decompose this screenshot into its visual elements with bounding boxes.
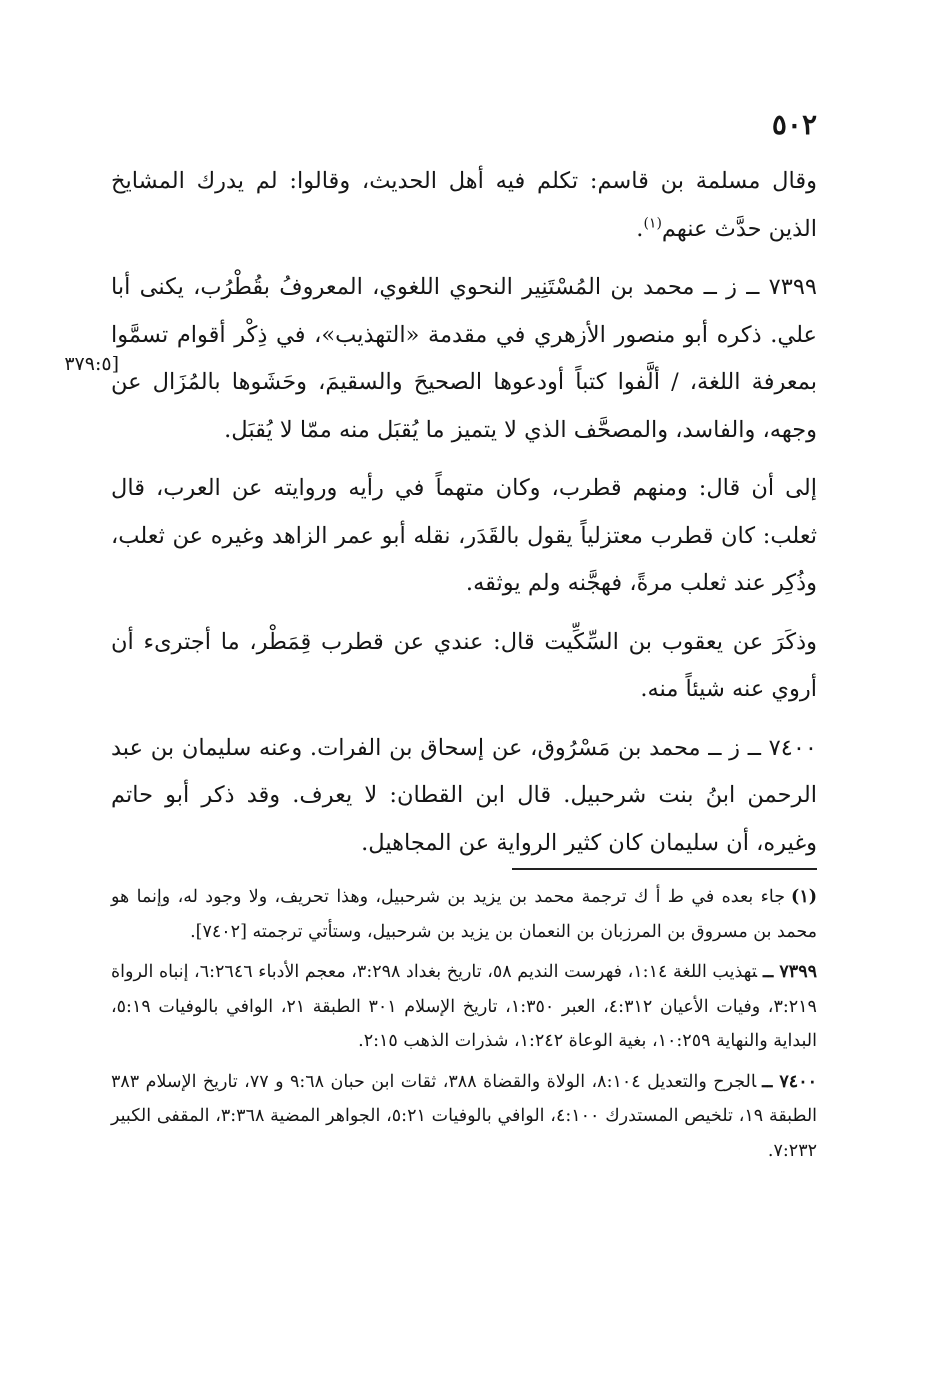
- margin-reference-note: [٣٧٩:٥: [64, 353, 119, 375]
- footnote-text: الجرح والتعديل ٨:١٠٤، الولاة والقضاة ٣٨٨، ثقات ابن حبان ٩:٦٨ و ٧٧، تاريخ الإسلام ٣٨٣ الطبقة ١٩، تلخيص المستدرك ٤:١٠٠، الوافي بالوفيات ٥:٢١، الجواهر المضية ٣:٣٦٨، المقفى الكبير ٧:٢٣٢.: [111, 1071, 818, 1161]
- entry-7399: ٧٣٩٩ ــ ز ــ محمد بن المُسْتَنِير النحوي اللغوي، المعروفُ بقُطْرُب، يكنى أبا علي. ذكره أبو منصور الأزهري في مقدمة «التهذيب»، في ذِكْر أقوام تسمَّوا بمعرفة اللغة، / ألَّفوا كتباً أودعوها الصحيحَ والسقيمَ، وحَشَوها بالمُزَال عن وجهه، والفاسد، والمصحَّف الذي لا يتميز ما يُقبَل منه ممّا لا يُقبَل.: [111, 274, 817, 443]
- source-note-7400: [111, 1065, 817, 1169]
- footnote-marker: ٧٣٩٩ ــ: [763, 962, 818, 982]
- source-note-7399: [111, 955, 817, 1059]
- footnote-separator: [512, 868, 817, 870]
- footnote-text: جاء بعده في ط أ ك ترجمة محمد بن يزيد بن شرحبيل، وهذا تحريف، ولا وجود له، وإنما هو محمد بن مسروق بن المرزبان بن النعمان بن يزيد بن شرحبيل، وستأتي ترجمته [٧٤٠٢].: [111, 887, 817, 942]
- paragraph: وذكَرَ عن يعقوب بن السِّكِّيت قال: عندي عن قطرب قِمَطْر، ما أجترىء أن أروي عنه شيئاً منه.: [111, 628, 817, 702]
- footnotes-section: [111, 880, 817, 1174]
- footnote-text: تهذيب اللغة ١:١٤، فهرست النديم ٥٨، تاريخ بغداد ٣:٢٩٨، معجم الأدباء ٦:٢٦٤٦، إنباه الرواة ٣:٢١٩، وفيات الأعيان ٤:٣١٢، العبر ١:٣٥٠، تاريخ الإسلام ٣٠١ الطبقة ٢١، الوافي بالوفيات ٥:١٩، البداية والنهاية ١٠:٢٥٩، بغية الوعاة ١:٢٤٢، شذرات الذهب ٢:١٥.: [111, 962, 817, 1051]
- footnote-marker: ٧٤٠٠ ــ: [762, 1071, 818, 1092]
- footnote-marker: (١): [791, 887, 817, 907]
- page-number: ٥٠٢: [771, 108, 817, 141]
- paragraph: إلى أن قال: ومنهم قطرب، وكان متهماً في رأيه وروايته عن العرب، قال ثعلب: كان قطرب معتزلياً يقول بالقَدَر، نقله أبو عمر الزاهد وغيره عن ثعلب، وذُكِر عند ثعلب مرةً، فهجَّنه ولم يوثقه.: [111, 475, 817, 596]
- paragraph-text: وقال مسلمة بن قاسم: تكلم فيه أهل الحديث، وقالوا: لم يدرك المشايخ الذين حدَّث عنهم: [111, 168, 817, 242]
- paragraph: [111, 158, 817, 253]
- footnote: [111, 880, 817, 949]
- paragraph-end: .: [636, 215, 644, 242]
- main-text: [111, 158, 817, 878]
- entry-7400: ٧٤٠٠ ــ ز ــ محمد بن مَسْرُوق، عن إسحاق بن الفرات. وعنه سليمان بن عبد الرحمن ابنُ بنت شرحبيل. قال ابن القطان: لا يعرف. وقد ذكر أبو حاتم وغيره، أن سليمان كان كثير الرواية عن المجاهيل.: [111, 734, 817, 856]
- footnote-reference[interactable]: (١): [643, 215, 662, 231]
